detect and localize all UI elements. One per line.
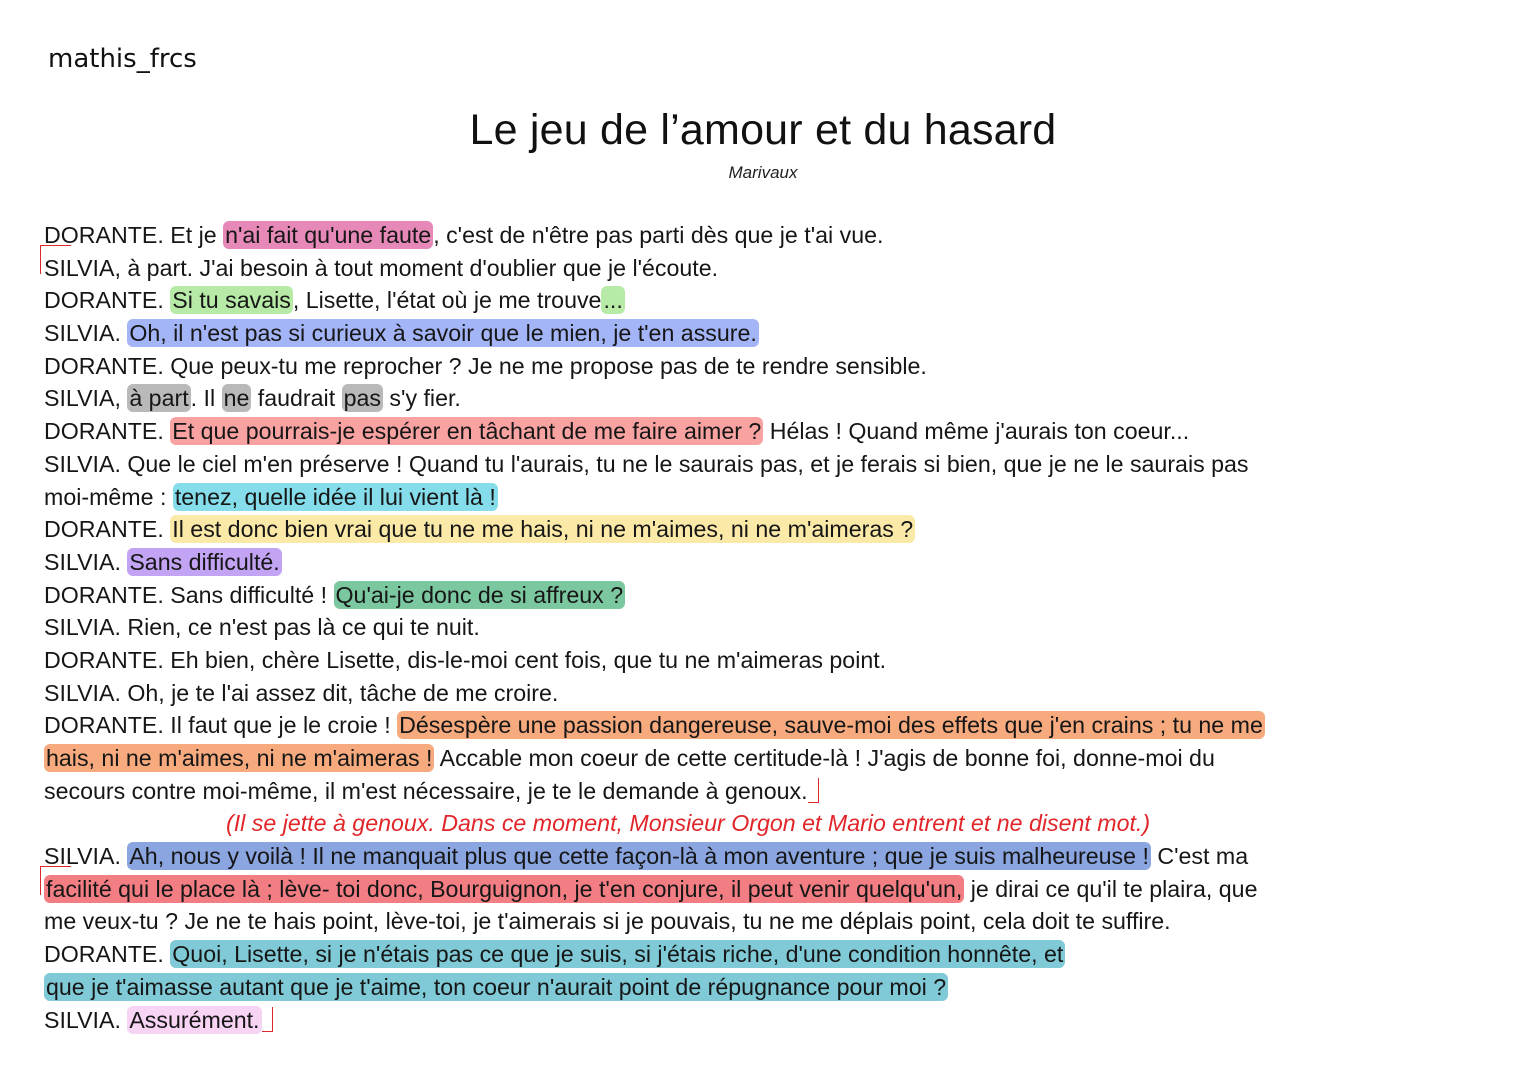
dialogue-line (44, 284, 1484, 317)
highlight-cyan: tenez, quelle idée il lui vient là ! (174, 483, 496, 510)
highlight-gray: à part (129, 385, 189, 412)
highlight-aqua: que je t'aimasse autant que je t'aime, ton coeur n'aurait point de répugnance pour moi ? (46, 973, 947, 1000)
line-text: SILVIA. (44, 548, 128, 575)
line-text: DORANTE. Que peux-tu me reprocher ? Je ne me propose pas de te rendre sensible. (44, 352, 927, 379)
highlight-teal: Qu'ai-je donc de si affreux ? (335, 581, 624, 608)
line-text: SILVIA, (44, 385, 128, 412)
line-text: secours contre moi-même, il m'est nécessaire, je te le demande à genoux. (44, 777, 808, 804)
line-text: , Lisette, l'état où je me trouve (292, 287, 602, 314)
dialogue-line (44, 840, 1484, 873)
highlight-gray: ne (223, 385, 250, 412)
line-text: DORANTE. (44, 418, 171, 445)
dialogue-line (44, 546, 1484, 579)
dialogue-line (44, 219, 1484, 252)
line-text: moi-même : (44, 483, 173, 510)
highlight-pink: n'ai fait qu'une faute (225, 222, 432, 248)
dialogue-line (44, 382, 1484, 415)
line-text: faudrait (251, 385, 342, 412)
dialogue-line (44, 513, 1484, 546)
dialogue-line (44, 448, 1484, 481)
dialogue-line (44, 611, 1484, 644)
line-text: DORANTE. Sans difficulté ! (44, 581, 334, 608)
highlight-green: Si tu savais (172, 287, 291, 314)
line-text: DORANTE. Il faut que je le croie ! (44, 712, 398, 739)
dialogue-line (44, 905, 1484, 938)
line-text: SILVIA. (44, 1006, 128, 1033)
line-text: SILVIA, à part. J'ai besoin à tout moment d'oublier que je l'écoute. (44, 254, 719, 281)
dialogue-line (44, 938, 1484, 971)
line-text: SILVIA. Rien, ce n'est pas là ce qui te nuit. (44, 614, 480, 641)
highlight-gray: pas (343, 385, 381, 412)
highlight-periwinkle: Oh, il n'est pas si curieux à savoir que le mien, je t'en assure. (129, 320, 757, 347)
dialogue-line (44, 252, 1484, 285)
bracket-close-mark (262, 1007, 273, 1032)
line-text: SILVIA. (44, 320, 128, 347)
dialogue-line (44, 644, 1484, 677)
highlight-lilac: Assurément. (129, 1006, 260, 1033)
dialogue-line (44, 350, 1484, 383)
line-text: DORANTE. (44, 287, 171, 314)
line-text: SILVIA. Oh, je te l'ai assez dit, tâche de me croire. (44, 679, 559, 706)
line-text: . Il (190, 385, 222, 412)
line-text: SILVIA. Que le ciel m'en préserve ! Quand tu l'aurais, tu ne le saurais pas, et je ferais si bien, que je ne le saurais pas (44, 450, 1249, 477)
highlight-salmon: Et que pourrais-je espérer en tâchant de me faire aimer ? (172, 418, 762, 445)
highlight-coral: facilité qui le place là ; lève- toi donc, Bourguignon, je t'en conjure, il peut venir quelqu'un, (46, 875, 963, 902)
dialogue-line (44, 775, 1484, 808)
dialogue-line (44, 481, 1484, 514)
stage-direction (44, 807, 1484, 840)
dialogue-line (44, 971, 1484, 1004)
highlight-purple: Sans difficulté. (129, 548, 280, 575)
dialogue-line (44, 873, 1484, 906)
highlight-steel: Ah, nous y voilà ! Il ne manquait plus que cette façon-là à mon aventure ; que je suis malheureuse ! (129, 843, 1149, 870)
line-text: DORANTE. Eh bien, chère Lisette, dis-le-moi cent fois, que tu ne m'aimeras point. (44, 646, 887, 673)
dialogue-line (44, 709, 1484, 742)
line-text: s'y fier. (382, 385, 461, 412)
page-subtitle: Marivaux (728, 163, 798, 182)
author-handle: mathis_frcs (48, 44, 197, 74)
line-text: je dirai ce qu'il te plaira, que (964, 875, 1258, 902)
line-text: Hélas ! Quand même j'aurais ton coeur... (763, 418, 1190, 445)
dialogue-line (44, 415, 1484, 448)
dialogue-line (44, 677, 1484, 710)
dialogue-line (44, 742, 1484, 775)
dialogue-line (44, 317, 1484, 350)
dialogue-text (44, 219, 1484, 1036)
highlight-orange: Désespère une passion dangereuse, sauve-moi des effets que j'en crains ; tu ne me (399, 712, 1263, 739)
highlight-green: ... (603, 287, 623, 314)
highlight-aqua: Quoi, Lisette, si je n'étais pas ce que je suis, si j'étais riche, d'une condition honnête, et (172, 941, 1064, 968)
line-text: DORANTE. Et je (44, 222, 224, 248)
line-text: Accable mon coeur de cette certitude-là ! J'agis de bonne foi, donne-moi du (434, 745, 1215, 771)
stage-direction-text: (Il se jette à genoux. Dans ce moment, Monsieur Orgon et Mario entrent et ne disent mot.) (226, 810, 1151, 837)
bracket-close-mark (808, 778, 819, 803)
line-text: DORANTE. (44, 516, 171, 543)
dialogue-line (44, 1004, 1484, 1037)
line-text: DORANTE. (44, 941, 171, 968)
line-text: , c'est de n'être pas parti dès que je t'ai vue. (433, 222, 884, 248)
dialogue-line (44, 579, 1484, 612)
line-text: SILVIA. (44, 843, 128, 870)
highlight-orange: hais, ni ne m'aimes, ni ne m'aimeras ! (46, 745, 433, 771)
line-text: C'est ma (1150, 843, 1249, 870)
highlight-yellow: Il est donc bien vrai que tu ne me hais, ni ne m'aimes, ni ne m'aimeras ? (172, 516, 914, 543)
page-title: Le jeu de l’amour et du hasard (469, 106, 1057, 154)
line-text: me veux-tu ? Je ne te hais point, lève-toi, je t'aimerais si je pouvais, tu ne me déplais point, cela doit te suffire. (44, 908, 1171, 935)
